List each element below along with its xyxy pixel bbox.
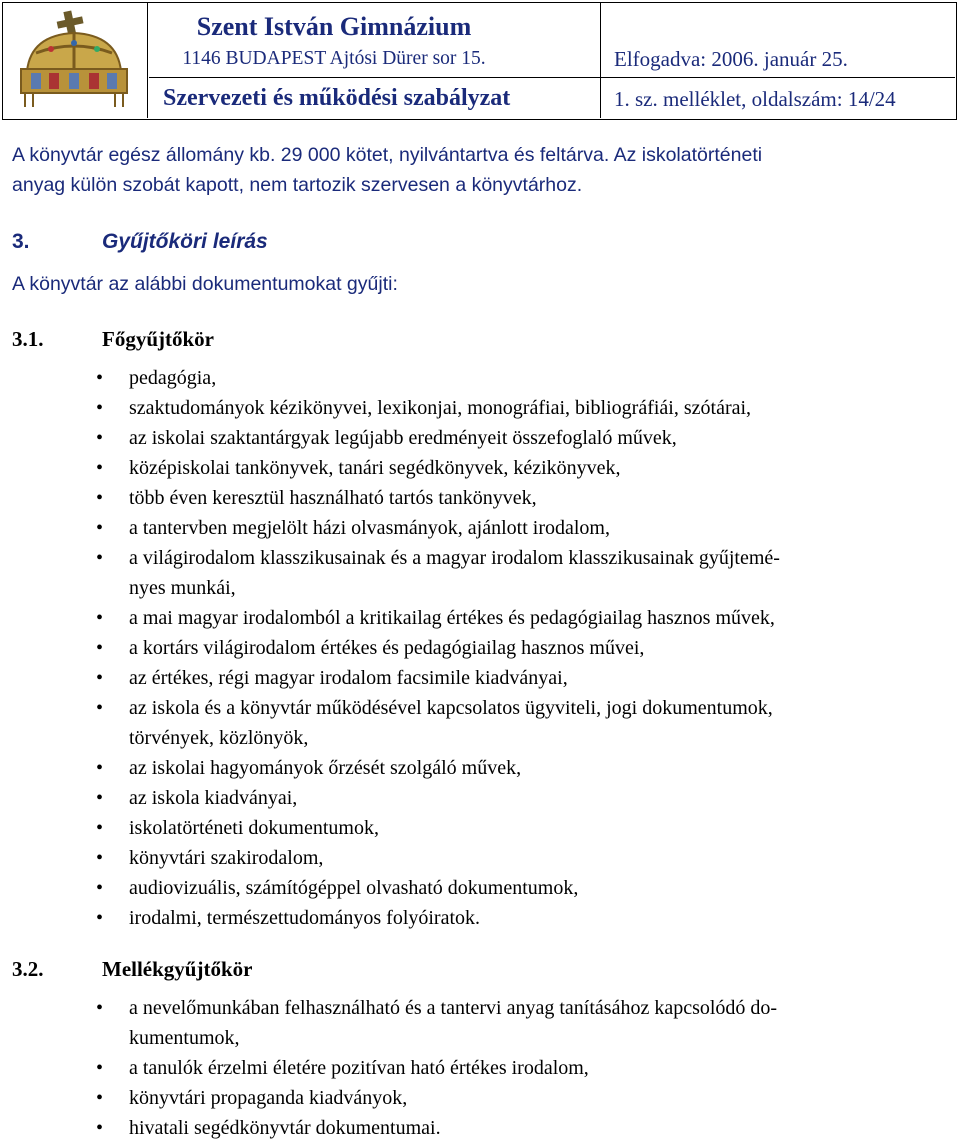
list-item xyxy=(0,843,940,873)
intro-line: A könyvtár egész állomány kb. 29 000 kötet, nyilvántartva és feltárva. Az iskolatörténeti xyxy=(12,144,763,166)
list-item-line: • az iskola kiadványai, xyxy=(129,787,298,809)
section-number: 3. xyxy=(12,230,30,253)
list-item xyxy=(0,1083,940,1113)
list-item-line: nyes munkái, xyxy=(129,577,236,599)
list-item xyxy=(0,603,940,633)
list-item-line: • középiskolai tankönyvek, tanári segédkönyvek, kézikönyvek, xyxy=(129,457,621,479)
list-item-line: • hivatali segédkönyvtár dokumentumai. xyxy=(129,1117,441,1139)
list-item xyxy=(0,483,940,513)
holy-crown-emblem-icon xyxy=(11,9,137,111)
list-item xyxy=(0,903,940,933)
list-item-line: • a nevelőmunkában felhasználható és a tantervi anyag tanításához kapcsolódó do- xyxy=(129,997,778,1019)
list-item-line: • audiovizuális, számítógéppel olvasható dokumentumok, xyxy=(129,877,579,899)
list-item xyxy=(0,513,940,543)
list-item-line: • könyvtári szakirodalom, xyxy=(129,847,324,869)
approval-date: Elfogadva: 2006. január 25. xyxy=(614,47,848,71)
list-item xyxy=(0,873,940,903)
list-item-line: • iskolatörténeti dokumentumok, xyxy=(129,817,379,839)
subsection-heading-1 xyxy=(12,327,214,352)
list-item xyxy=(0,783,940,813)
list-item-line: • az iskolai szaktantárgyak legújabb eredményeit összefoglaló művek, xyxy=(129,427,677,449)
intro-line: anyag külön szobát kapott, nem tartozik szervesen a könyvtárhoz. xyxy=(12,174,583,196)
school-name: Szent István Gimnázium xyxy=(196,12,472,41)
section-title: Gyűjtőköri leírás xyxy=(102,230,268,253)
list-item-line: • az iskolai hagyományok őrzését szolgáló művek, xyxy=(129,757,522,779)
list-item xyxy=(0,663,940,693)
list-item-line: • szaktudományok kézikönyvei, lexikonjai, monográfiai, bibliográfiái, szótárai, xyxy=(129,397,752,419)
subsection-title: Főgyűjtőkör xyxy=(102,327,214,351)
section-heading xyxy=(12,230,268,254)
section-intro: A könyvtár az alábbi dokumentumokat gyűjti: xyxy=(12,273,398,295)
list-item-line: • a kortárs világirodalom értékes és pedagógiailag hasznos művei, xyxy=(129,637,645,659)
list-item xyxy=(0,693,940,753)
list-item-line: • a tanulók érzelmi életére pozitívan ható értékes irodalom, xyxy=(129,1057,589,1079)
list-item-line: • több éven keresztül használható tartós tankönyvek, xyxy=(129,487,537,509)
list-item-line: • a mai magyar irodalomból a kritikailag értékes és pedagógiailag hasznos művek, xyxy=(129,607,775,629)
secondary-collection-list xyxy=(0,993,940,1143)
page-info: 1. sz. melléklet, oldalszám: 14/24 xyxy=(614,87,896,111)
list-item xyxy=(0,423,940,453)
intro-paragraph xyxy=(12,140,762,200)
list-item xyxy=(0,1113,940,1143)
list-item xyxy=(0,393,940,423)
list-item-line: • az iskola és a könyvtár működésével kapcsolatos ügyviteli, jogi dokumentumok, xyxy=(129,697,773,719)
list-item xyxy=(0,633,940,663)
header-right xyxy=(600,3,956,118)
logo-cell xyxy=(3,3,148,118)
subsection-number: 3.2. xyxy=(12,957,44,981)
main-collection-list xyxy=(0,363,940,933)
list-item xyxy=(0,453,940,483)
subsection-title: Mellékgyűjtőkör xyxy=(102,957,253,981)
list-item xyxy=(0,993,940,1053)
list-item-line: • irodalmi, természettudományos folyóiratok. xyxy=(129,907,481,929)
document-title: Szervezeti és működési szabályzat xyxy=(163,85,511,111)
list-item xyxy=(0,1053,940,1083)
subsection-heading-2 xyxy=(12,957,252,982)
list-item-line: • a világirodalom klasszikusainak és a magyar irodalom klasszikusainak gyűjtemé- xyxy=(129,547,780,569)
list-item-line: • könyvtári propaganda kiadványok, xyxy=(129,1087,408,1109)
document-header xyxy=(2,2,957,120)
school-address: 1146 BUDAPEST Ajtósi Dürer sor 15. xyxy=(182,48,486,69)
header-middle xyxy=(149,3,599,118)
list-item-line: • a tantervben megjelölt házi olvasmányok, ajánlott irodalom, xyxy=(129,517,610,539)
list-item-line: kumentumok, xyxy=(129,1027,240,1049)
list-item xyxy=(0,813,940,843)
list-item xyxy=(0,363,940,393)
list-item-line: • az értékes, régi magyar irodalom facsimile kiadványai, xyxy=(129,667,568,689)
header-divider xyxy=(149,77,955,78)
subsection-number: 3.1. xyxy=(12,327,44,351)
list-item-line: • pedagógia, xyxy=(129,367,217,389)
list-item-line: törvények, közlönyök, xyxy=(129,727,309,749)
list-item xyxy=(0,543,940,603)
list-item xyxy=(0,753,940,783)
